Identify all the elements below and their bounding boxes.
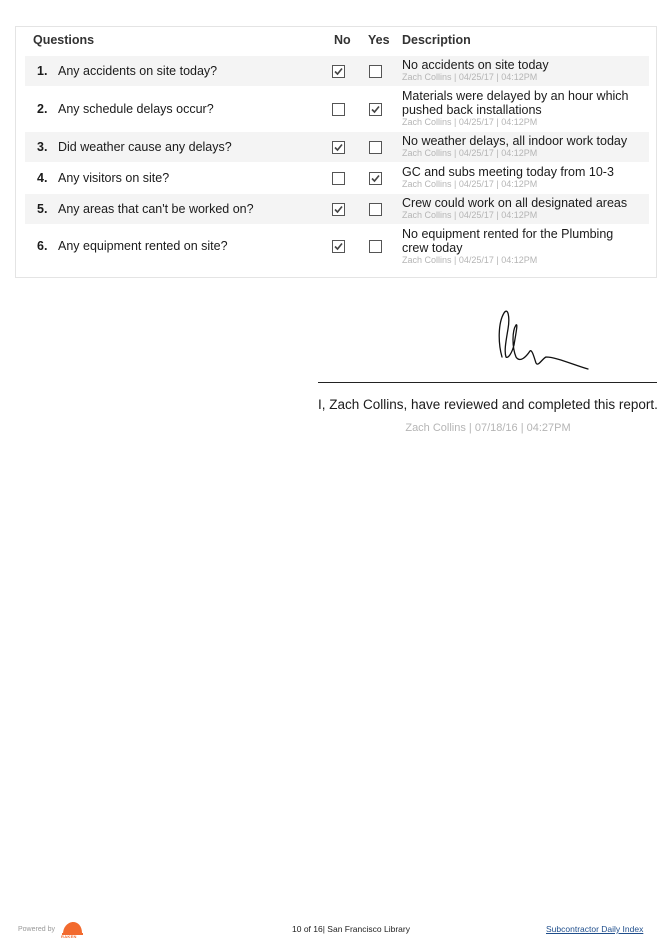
description-cell [402, 165, 642, 189]
header-yes: Yes [368, 33, 390, 47]
yes-checkbox[interactable] [369, 65, 382, 78]
description-text: Materials were delayed by an hour which pushed back installations [402, 89, 629, 117]
check-icon [333, 66, 344, 77]
no-checkbox[interactable] [332, 141, 345, 154]
table-row [25, 194, 649, 224]
description-cell [402, 196, 642, 220]
question-number: 1. [37, 64, 48, 78]
yes-checkbox[interactable] [369, 141, 382, 154]
question-text: Any areas that can't be worked on? [58, 202, 254, 216]
check-icon [370, 173, 381, 184]
project-name: | San Francisco Library [322, 924, 410, 934]
description-text: Crew could work on all designated areas [402, 196, 628, 210]
question-text: Any visitors on site? [58, 171, 170, 185]
raken-brand-text: RAKEN [61, 934, 77, 939]
signature-line [318, 382, 657, 383]
question-number: 5. [37, 202, 48, 216]
question-number: 2. [37, 102, 48, 116]
description-cell [402, 58, 642, 82]
question-text: Did weather cause any delays? [58, 140, 232, 154]
yes-checkbox[interactable] [369, 203, 382, 216]
signature-image [490, 305, 590, 377]
check-icon [333, 204, 344, 215]
question-text: Any schedule delays occur? [58, 102, 214, 116]
page-info [292, 924, 410, 934]
check-icon [333, 241, 344, 252]
description-cell [402, 227, 642, 265]
description-text: No weather delays, all indoor work today [402, 134, 628, 148]
description-meta: Zach Collins | 04/25/17 | 04:12PM [402, 255, 538, 265]
no-checkbox[interactable] [332, 103, 345, 116]
header-no: No [334, 33, 351, 47]
question-number: 6. [37, 239, 48, 253]
signature-meta: Zach Collins | 07/18/16 | 04:27PM [405, 422, 571, 434]
question-text: Any equipment rented on site? [58, 239, 228, 253]
table-row [25, 225, 649, 269]
description-meta: Zach Collins | 04/25/17 | 04:12PM [402, 148, 538, 158]
table-row [25, 163, 649, 193]
description-meta: Zach Collins | 04/25/17 | 04:12PM [402, 210, 538, 220]
no-checkbox[interactable] [332, 240, 345, 253]
header-description: Description [402, 33, 471, 47]
description-text: No equipment rented for the Plumbing crew today [402, 227, 614, 255]
description-meta: Zach Collins | 04/25/17 | 04:12PM [402, 117, 538, 127]
description-text: GC and subs meeting today from 10-3 [402, 165, 614, 179]
yes-checkbox[interactable] [369, 103, 382, 116]
no-checkbox[interactable] [332, 65, 345, 78]
description-cell [402, 89, 642, 127]
no-checkbox[interactable] [332, 172, 345, 185]
question-number: 4. [37, 171, 48, 185]
signature-statement: I, Zach Collins, have reviewed and completed this report. [318, 397, 658, 412]
check-icon [370, 104, 381, 115]
powered-by-label: Powered by [18, 926, 55, 933]
table-row [25, 132, 649, 162]
header-questions: Questions [33, 33, 95, 47]
description-text: No accidents on site today [402, 58, 549, 72]
table-row [25, 56, 649, 86]
description-cell [402, 134, 642, 158]
description-meta: Zach Collins | 04/25/17 | 04:12PM [402, 179, 538, 189]
description-meta: Zach Collins | 04/25/17 | 04:12PM [402, 72, 538, 82]
no-checkbox[interactable] [332, 203, 345, 216]
report-link[interactable]: Subcontractor Daily Index [546, 924, 644, 934]
daily-questions-table [15, 26, 657, 278]
table-row [25, 88, 649, 132]
check-icon [333, 142, 344, 153]
page-number: 10 of 16 [292, 924, 323, 934]
yes-checkbox[interactable] [369, 240, 382, 253]
question-number: 3. [37, 140, 48, 154]
question-text: Any accidents on site today? [58, 64, 218, 78]
yes-checkbox[interactable] [369, 172, 382, 185]
